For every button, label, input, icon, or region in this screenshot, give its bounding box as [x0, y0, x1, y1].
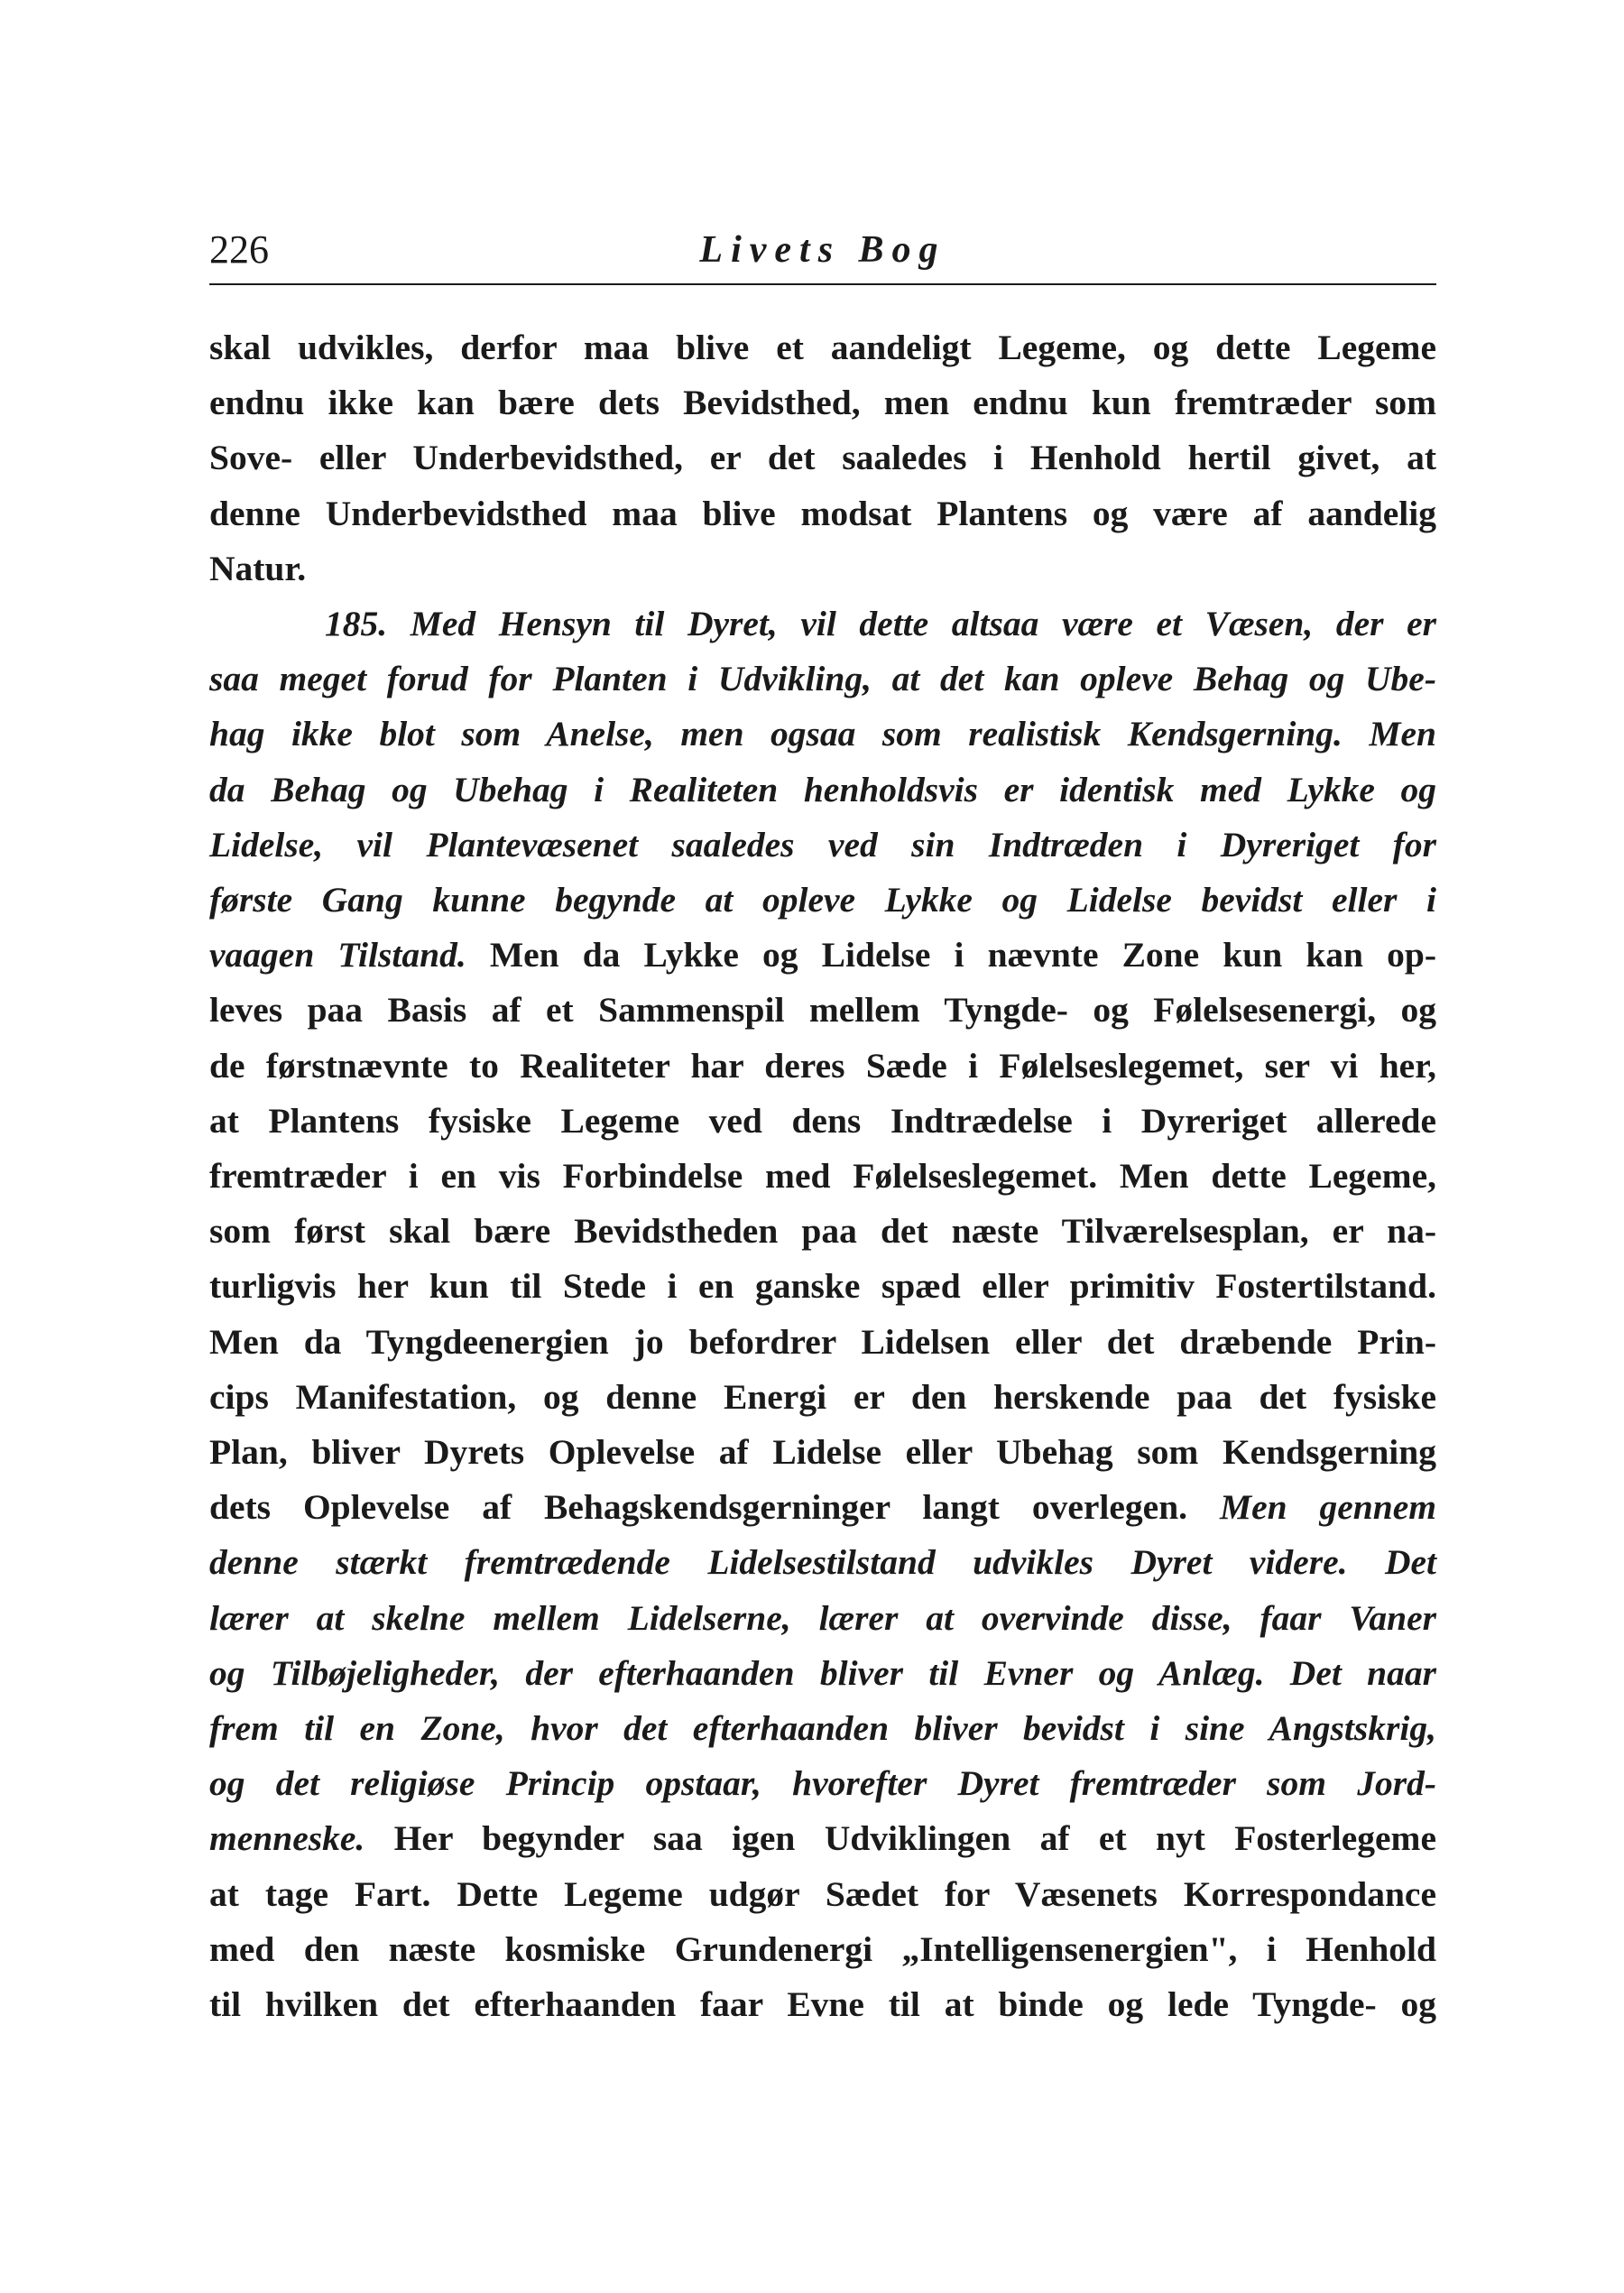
italic-text: menneske.	[209, 1818, 365, 1859]
text-segment: Plan, bliver Dyrets Oplevelse af Lidelse eller Ubehag som Kendsgerning	[209, 1432, 1436, 1473]
text-line	[209, 1094, 1436, 1149]
text-segment: endnu ikke kan bære dets Bevidsthed, men endnu kun fremtræder som	[209, 383, 1436, 423]
text-line	[209, 1977, 1436, 2032]
text-line	[209, 1867, 1436, 1922]
italic-text: Men gennem	[1187, 1487, 1436, 1528]
text-line	[209, 652, 1436, 707]
text-segment: at Plantens fysiske Legeme ved dens Indtrædelse i Dyreriget allerede	[209, 1100, 1436, 1141]
italic-text: første Gang kunne begynde at opleve Lykke og Lidelse bevidst eller i	[209, 880, 1436, 920]
text-line	[209, 928, 1436, 983]
text-segment: fremtræder i en vis Forbindelse med Følelseslegemet. Men dette Legeme,	[209, 1156, 1436, 1197]
text-line	[209, 1811, 1436, 1866]
text-segment: med den næste kosmiske Grundenergi „Intelligensenergien", i Henhold	[209, 1928, 1436, 1969]
italic-text: og det religiøse Princip opstaar, hvorefter Dyret fremtræder som Jord-	[209, 1763, 1436, 1804]
text-line	[209, 1039, 1436, 1094]
text-segment: leves paa Basis af et Sammenspil mellem Tyngde- og Følelsesenergi, og	[209, 990, 1436, 1031]
text-line	[209, 1591, 1436, 1646]
italic-text: og Tilbøjeligheder, der efterhaanden bliver til Evner og Anlæg. Det naar	[209, 1652, 1436, 1693]
text-line	[209, 1425, 1436, 1480]
text-segment: cips Manifestation, og denne Energi er den herskende paa det fysiske	[209, 1376, 1436, 1417]
text-segment: Men da Lykke og Lidelse i nævnte Zone kun kan op-	[466, 935, 1436, 975]
text-line	[209, 1535, 1436, 1590]
italic-text: vaagen Tilstand.	[209, 935, 466, 975]
text-line	[209, 873, 1436, 928]
text-segment: skal udvikles, derfor maa blive et aandeligt Legeme, og dette Legeme	[209, 328, 1436, 367]
text-line	[209, 486, 1436, 541]
text-line	[209, 1204, 1436, 1259]
italic-text: 185. Med Hensyn til Dyret, vil dette altsaa være et Væsen, der er	[325, 604, 1436, 644]
italic-text: lærer at skelne mellem Lidelserne, lærer at overvinde disse, faar Vaner	[209, 1597, 1436, 1638]
text-segment: dets Oplevelse af Behagskendsgerninger langt overlegen.	[209, 1487, 1188, 1528]
text-line	[209, 818, 1436, 873]
text-line	[209, 1646, 1436, 1701]
italic-text: frem til en Zone, hvor det efterhaanden bliver bevidst i sine Angstskrig,	[209, 1708, 1436, 1749]
page-header	[209, 227, 1436, 291]
header-rule	[209, 283, 1436, 285]
text-segment: til hvilken det efterhaanden faar Evne til at binde og lede Tyngde- og	[209, 1984, 1436, 2025]
text-line	[209, 1370, 1436, 1425]
text-line	[209, 707, 1436, 762]
text-segment: Men da Tyngdeenergien jo befordrer Lidelsen eller det dræbende Prin-	[209, 1321, 1436, 1362]
text-line	[209, 1259, 1436, 1314]
text-segment: Sove- eller Underbevidsthed, er det saaledes i Henhold hertil givet, at	[209, 438, 1436, 478]
text-segment: denne Underbevidsthed maa blive modsat Plantens og være af aandelig	[209, 493, 1436, 533]
text-line	[209, 320, 1436, 375]
italic-text: saa meget forud for Planten i Udvikling, at det kan opleve Behag og Ube-	[209, 659, 1436, 699]
body-text	[209, 320, 1436, 2032]
text-segment: de førstnævnte to Realiteter har deres Sæde i Følelseslegemet, ser vi her,	[209, 1045, 1436, 1086]
text-segment: turligvis her kun til Stede i en ganske spæd eller primitiv Fostertilstand.	[209, 1266, 1436, 1307]
text-line	[209, 763, 1436, 818]
text-line	[209, 1701, 1436, 1756]
text-line	[209, 1922, 1436, 1977]
text-line	[209, 1315, 1436, 1370]
italic-text: hag ikke blot som Anelse, men ogsaa som realistisk Kendsgerning. Men	[209, 714, 1436, 754]
text-line	[209, 430, 1436, 485]
text-line	[209, 541, 1436, 596]
italic-text: Lidelse, vil Plantevæsenet saaledes ved sin Indtræden i Dyreriget for	[209, 824, 1436, 864]
text-line	[209, 983, 1436, 1038]
italic-text: denne stærkt fremtrædende Lidelsestilstand udvikles Dyret videre. Det	[209, 1542, 1436, 1583]
italic-text: da Behag og Ubehag i Realiteten henholdsvis er identisk med Lykke og	[209, 769, 1436, 809]
text-segment: Natur.	[209, 548, 307, 588]
text-line	[209, 1149, 1436, 1204]
page-number: 226	[209, 227, 269, 272]
text-line	[209, 1756, 1436, 1811]
text-line	[209, 1480, 1436, 1535]
text-segment: som først skal bære Bevidstheden paa det næste Tilværelsesplan, er na-	[209, 1211, 1436, 1252]
text-line	[209, 596, 1436, 652]
running-title: Livets Bog	[699, 229, 946, 271]
text-segment: at tage Fart. Dette Legeme udgør Sædet for Væsenets Korrespondance	[209, 1873, 1436, 1914]
text-segment: Her begynder saa igen Udviklingen af et nyt Fosterlegeme	[364, 1818, 1436, 1859]
text-line	[209, 375, 1436, 430]
